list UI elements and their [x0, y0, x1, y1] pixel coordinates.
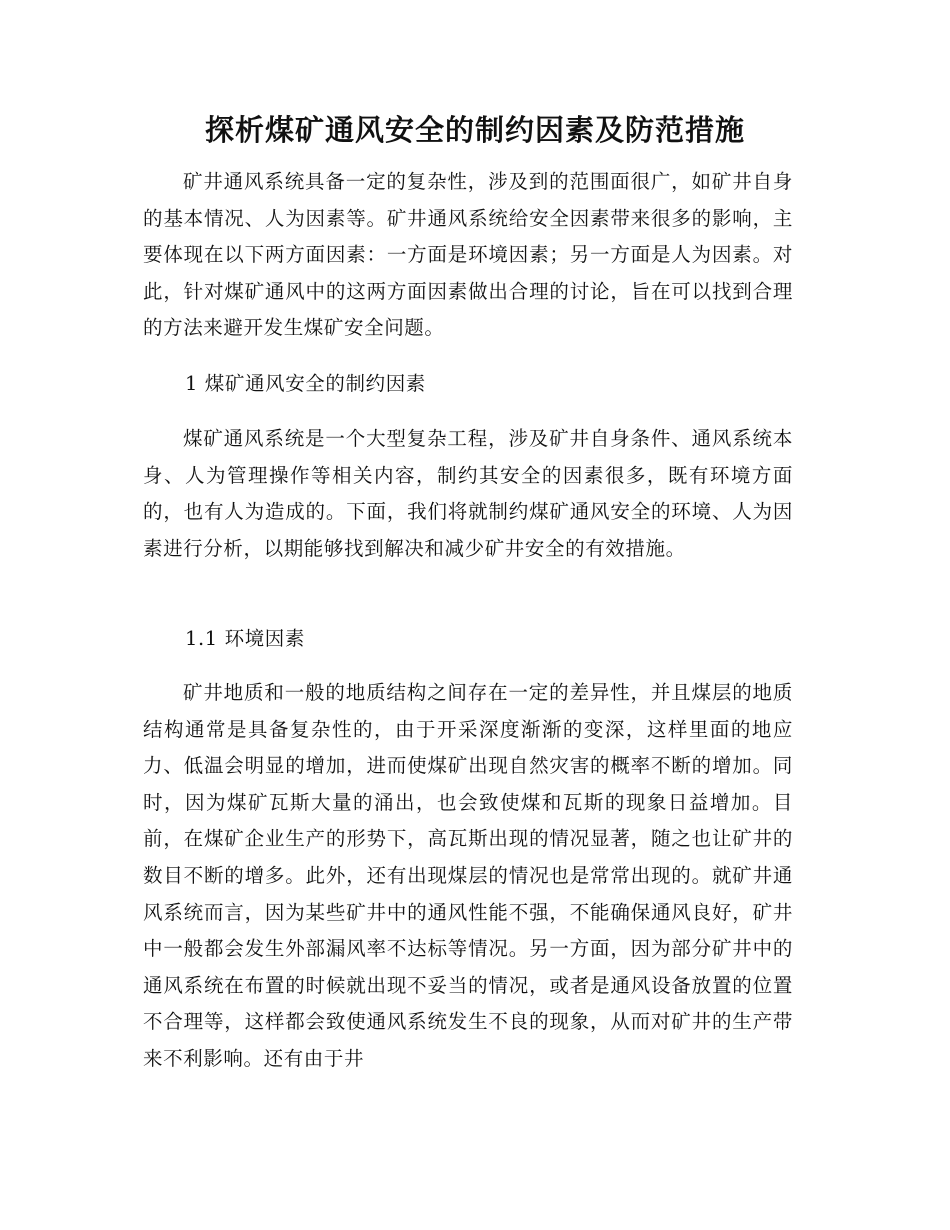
intro-paragraph: 矿井通风系统具备一定的复杂性，涉及到的范围面很广，如矿井自身的基本情况、人为因素等。矿井通风系统给安全因素带来很多的影响，主要体现在以下两方面因素：一方面是环境因素；另一方面是人为因素。对此，针对煤矿通风中的这两方面因素做出合理的讨论，旨在可以找到合理的方法来避开发生煤矿安全问题。 — [143, 170, 793, 340]
document-title: 探析煤矿通风安全的制约因素及防范措施 — [204, 113, 745, 147]
section-1-paragraph: 煤矿通风系统是一个大型复杂工程，涉及矿井自身条件、通风系统本身、人为管理操作等相关内容，制约其安全的因素很多，既有环境方面的，也有人为造成的。下面，我们将就制约煤矿通风安全的环境、人为因素进行分析，以期能够找到解决和减少矿井安全的有效措施。 — [143, 427, 793, 560]
section-1-1-paragraph: 矿井地质和一般的地质结构之间存在一定的差异性，并且煤层的地质结构通常是具备复杂性的，由于开采深度渐渐的变深，这样里面的地应力、低温会明显的增加，进而使煤矿出现自然灾害的概率不断的增加。同时，因为煤矿瓦斯大量的涌出，也会致使煤和瓦斯的现象日益增加。目前，在煤矿企业生产的形势下，高瓦斯出现的情况显著，随之也让矿井的数目不断的增多。此外，还有出现煤层的情况也是常常出现的。就矿井通风系统而言，因为某些矿井中的通风性能不强，不能确保通风良好，矿井中一般都会发生外部漏风率不达标等情况。另一方面，因为部分矿井中的通风系统在布置的时候就出现不妥当的情况，或者是通风设备放置的位置不合理等，这样都会致使通风系统发生不良的现象，从而对矿井的生产带来不利影响。还有由于井 — [143, 681, 793, 1070]
section-1-heading: 1 煤矿通风安全的制约因素 — [185, 372, 426, 395]
section-1-1-heading: 1.1 环境因素 — [185, 627, 306, 650]
